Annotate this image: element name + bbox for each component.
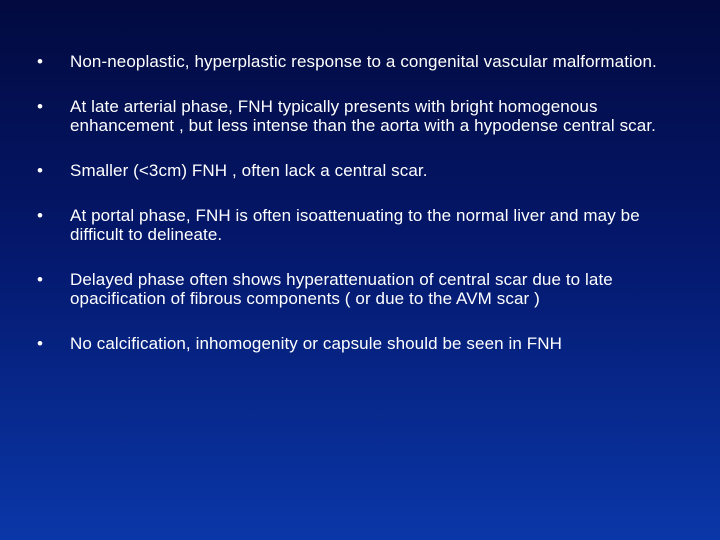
bullet-item xyxy=(30,334,680,353)
bullet-icon: • xyxy=(36,52,44,71)
bullet-icon: • xyxy=(36,206,44,225)
bullet-item xyxy=(30,270,680,308)
bullet-text: Non-neoplastic, hyperplastic response to a congenital vascular malformation. xyxy=(70,52,657,71)
bullet-icon: • xyxy=(36,97,44,116)
bullet-item xyxy=(30,206,680,244)
bullet-text: Delayed phase often shows hyperattenuation of central scar due to late opacification of fibrous components ( or due to the AVM scar ) xyxy=(70,270,613,308)
bullet-icon: • xyxy=(36,270,44,289)
bullet-icon: • xyxy=(36,161,44,180)
bullet-item xyxy=(30,52,680,71)
bullet-text: At portal phase, FNH is often isoattenuating to the normal liver and may be difficult to delineate. xyxy=(70,206,640,244)
bullet-icon: • xyxy=(36,334,44,353)
bullet-text: No calcification, inhomogenity or capsule should be seen in FNH xyxy=(70,334,563,353)
bullet-text: Smaller (<3cm) FNH , often lack a central scar. xyxy=(70,161,428,180)
bullet-list xyxy=(30,50,680,353)
bullet-item xyxy=(30,161,680,180)
bullet-item xyxy=(30,97,680,135)
bullet-text: At late arterial phase, FNH typically presents with bright homogenous enhancement , but less intense than the aorta with a hypodense central scar. xyxy=(70,97,656,135)
